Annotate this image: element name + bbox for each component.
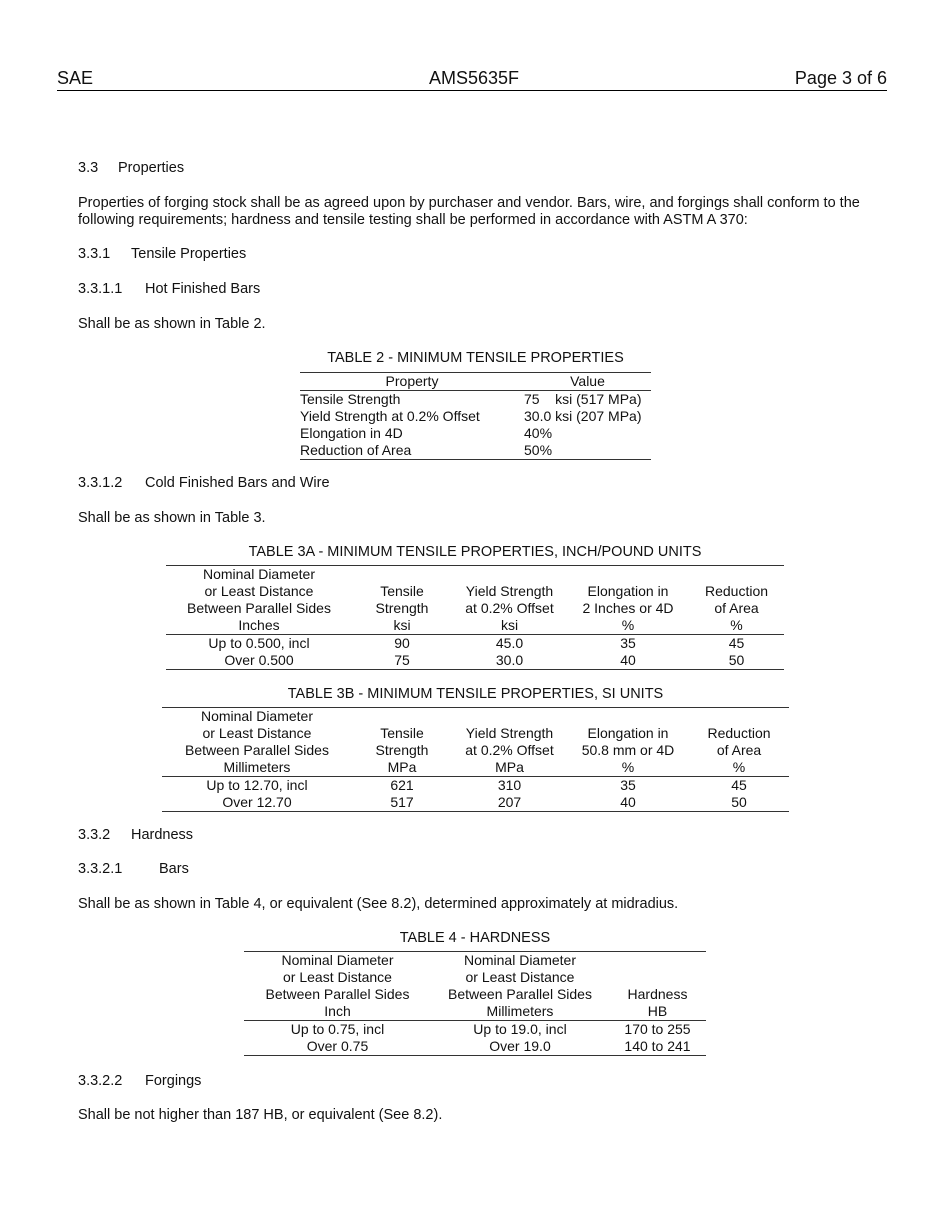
table-cell: Up to 0.500, incl xyxy=(208,635,310,651)
table-header-cell: Hardness xyxy=(627,986,688,1002)
section-3-3-1-1-text: Shall be as shown in Table 2. xyxy=(78,316,266,332)
table-cell: 30.0 xyxy=(452,652,567,670)
table-row xyxy=(300,425,651,442)
table-header-cell: ksi xyxy=(452,617,567,635)
table-header-cell xyxy=(689,708,789,726)
table-header-cell: Between Parallel Sides xyxy=(448,986,592,1002)
table-header-cell: Yield Strength xyxy=(465,725,554,741)
table-row xyxy=(300,391,651,409)
table-3b-caption: TABLE 3B - MINIMUM TENSILE PROPERTIES, SI UNITS xyxy=(287,686,664,702)
section-title: Tensile Properties xyxy=(131,246,247,262)
table-header-cell xyxy=(567,708,689,726)
table-header-cell: Tensile xyxy=(380,725,424,741)
table-header-cell: 2 Inches or 4D xyxy=(582,600,674,616)
table-header-cell: Value xyxy=(524,373,651,391)
table-cell: 35 xyxy=(620,635,636,651)
table-cell: 621 xyxy=(390,777,414,793)
section-number: 3.3 xyxy=(78,160,99,176)
table-header-cell: Millimeters xyxy=(431,1003,609,1021)
table-header-cell xyxy=(352,708,452,726)
table-cell: 170 to 255 xyxy=(624,1021,691,1037)
table-header-cell xyxy=(452,566,567,584)
table-header-cell xyxy=(567,566,689,584)
table-cell: Over 12.70 xyxy=(162,794,352,812)
table-cell: Up to 19.0, incl xyxy=(473,1021,567,1037)
table-header-cell: MPa xyxy=(352,759,452,777)
table-cell: Up to 0.75, incl xyxy=(290,1021,385,1037)
table-header-cell: or Least Distance xyxy=(202,725,312,741)
table-header-cell xyxy=(452,708,567,726)
table-header-cell: or Least Distance xyxy=(204,583,314,599)
table-3a xyxy=(166,565,784,670)
table-cell: Over 0.75 xyxy=(244,1038,431,1056)
table-2 xyxy=(300,372,651,460)
section-title: Hot Finished Bars xyxy=(145,281,261,297)
section-3-3-1-heading xyxy=(78,246,246,262)
section-title: Properties xyxy=(118,160,185,176)
table-header-cell: Elongation in xyxy=(587,583,669,599)
table-header-cell: Inch xyxy=(244,1003,431,1021)
table-cell: 310 xyxy=(497,777,522,793)
table-row xyxy=(244,1038,706,1056)
table-header-cell: Between Parallel Sides xyxy=(265,986,410,1002)
section-number: 3.3.2 xyxy=(78,827,111,843)
table-header-cell: Between Parallel Sides xyxy=(187,600,331,616)
table-header-cell: or Least Distance xyxy=(465,969,575,985)
section-number: 3.3.1.2 xyxy=(78,475,123,491)
table-cell: 35 xyxy=(620,777,636,793)
table-cell: 45 xyxy=(728,635,745,651)
table-cell: 30.0 ksi (207 MPa) xyxy=(524,408,642,424)
header-org: SAE xyxy=(57,68,94,88)
table-row xyxy=(162,777,789,795)
table-cell: 45 xyxy=(731,777,747,793)
table-header-cell: % xyxy=(689,759,789,777)
section-number: 3.3.1.1 xyxy=(78,281,123,297)
section-3-3-2-2-heading xyxy=(78,1073,201,1089)
table-header-cell: % xyxy=(567,617,689,635)
table-row xyxy=(300,442,651,460)
table-header-cell: Nominal Diameter xyxy=(431,952,609,970)
table-header-cell: Elongation in xyxy=(587,725,669,741)
table-header-cell: MPa xyxy=(452,759,567,777)
table-header-cell: ksi xyxy=(352,617,452,635)
header-page-number: Page 3 of 6 xyxy=(794,68,887,88)
section-3-3-1-2-heading xyxy=(78,475,330,491)
section-3-3-2-1-text: Shall be as shown in Table 4, or equivalent (See 8.2), determined approximately at midradius. xyxy=(78,896,679,912)
section-3-3-1-1-heading xyxy=(78,281,260,297)
table-cell: 517 xyxy=(352,794,452,812)
table-header-cell: Reduction xyxy=(704,583,769,599)
table-row xyxy=(244,1021,706,1039)
table-cell: Yield Strength at 0.2% Offset xyxy=(300,408,480,424)
table-row xyxy=(166,652,784,670)
table-cell: Elongation in 4D xyxy=(300,425,403,441)
table-cell: 50% xyxy=(524,442,651,460)
table-cell: 50 xyxy=(689,652,784,670)
table-cell: 45.0 xyxy=(495,635,524,651)
table-header-cell: Strength xyxy=(375,600,429,616)
section-title: Bars xyxy=(159,861,189,877)
table-cell: Over 0.500 xyxy=(166,652,352,670)
section-title: Hardness xyxy=(131,827,194,843)
section-number: 3.3.2.1 xyxy=(78,861,123,877)
table-cell: 90 xyxy=(394,635,410,651)
section-title: Cold Finished Bars and Wire xyxy=(145,475,330,491)
table-cell: 207 xyxy=(452,794,567,812)
table-4-caption: TABLE 4 - HARDNESS xyxy=(399,930,551,946)
table-header-cell: Yield Strength xyxy=(465,583,554,599)
table-3b xyxy=(162,707,789,812)
table-header-cell: Between Parallel Sides xyxy=(185,742,329,758)
table-cell: 40 xyxy=(567,794,689,812)
table-cell: 40 xyxy=(567,652,689,670)
table-cell: Reduction of Area xyxy=(300,442,524,460)
section-3-3-1-2-text: Shall be as shown in Table 3. xyxy=(78,510,266,526)
section-title: Forgings xyxy=(145,1073,202,1089)
table-header-cell: % xyxy=(567,759,689,777)
table-row xyxy=(300,408,651,425)
table-header-cell xyxy=(609,969,706,986)
table-header-cell xyxy=(352,566,452,584)
table-header-cell: 50.8 mm or 4D xyxy=(581,742,675,758)
section-number: 3.3.1 xyxy=(78,246,111,262)
page-header xyxy=(57,68,887,91)
table-header-cell: Nominal Diameter xyxy=(162,708,352,726)
section-number: 3.3.2.2 xyxy=(78,1073,123,1089)
section-3-3-2-heading xyxy=(78,827,193,843)
table-2-caption: TABLE 2 - MINIMUM TENSILE PROPERTIES xyxy=(327,350,624,366)
table-header-cell xyxy=(689,566,784,584)
table-header-cell: at 0.2% Offset xyxy=(465,742,554,758)
section-3-3-heading xyxy=(78,160,184,176)
table-cell: Up to 12.70, incl xyxy=(206,777,308,793)
section-3-3-2-1-heading xyxy=(78,861,189,877)
section-3-3-paragraph: Properties of forging stock shall be as agreed upon by purchaser and vendor. Bars, wire, and forgings shall conform to the following requirements; hardness and tensile testing shall be performed in accordance with ASTM A 370: xyxy=(78,195,860,228)
table-cell: Over 19.0 xyxy=(431,1038,609,1056)
table-header-cell: Nominal Diameter xyxy=(166,566,352,584)
table-header-cell: Nominal Diameter xyxy=(244,952,431,970)
table-4 xyxy=(244,951,706,1056)
table-cell: 75 ksi (517 MPa) xyxy=(524,391,642,407)
table-header-cell: of Area xyxy=(716,742,762,758)
table-cell: 40% xyxy=(524,425,553,441)
table-header-cell: Reduction xyxy=(707,725,771,741)
table-cell: 75 xyxy=(352,652,452,670)
section-3-3-2-2-text: Shall be not higher than 187 HB, or equivalent (See 8.2). xyxy=(78,1107,443,1123)
table-header-cell xyxy=(609,952,706,970)
table-row xyxy=(166,635,784,653)
table-header-cell: % xyxy=(689,617,784,635)
table-cell: 50 xyxy=(689,794,789,812)
table-header-cell: Tensile xyxy=(380,583,424,599)
table-header-cell: or Least Distance xyxy=(283,969,392,985)
table-row xyxy=(162,794,789,812)
table-3a-caption: TABLE 3A - MINIMUM TENSILE PROPERTIES, INCH/POUND UNITS xyxy=(248,544,702,560)
table-header-cell: of Area xyxy=(714,600,759,616)
table-header-cell: at 0.2% Offset xyxy=(465,600,554,616)
table-header-cell: Millimeters xyxy=(162,759,352,777)
header-doc-number: AMS5635F xyxy=(429,68,520,88)
table-header-cell: Strength xyxy=(375,742,429,758)
table-header-cell: HB xyxy=(609,1003,706,1021)
table-cell: 140 to 241 xyxy=(609,1038,706,1056)
table-cell: Tensile Strength xyxy=(300,391,401,407)
table-header-cell: Inches xyxy=(166,617,352,635)
table-header-cell: Property xyxy=(300,373,524,391)
